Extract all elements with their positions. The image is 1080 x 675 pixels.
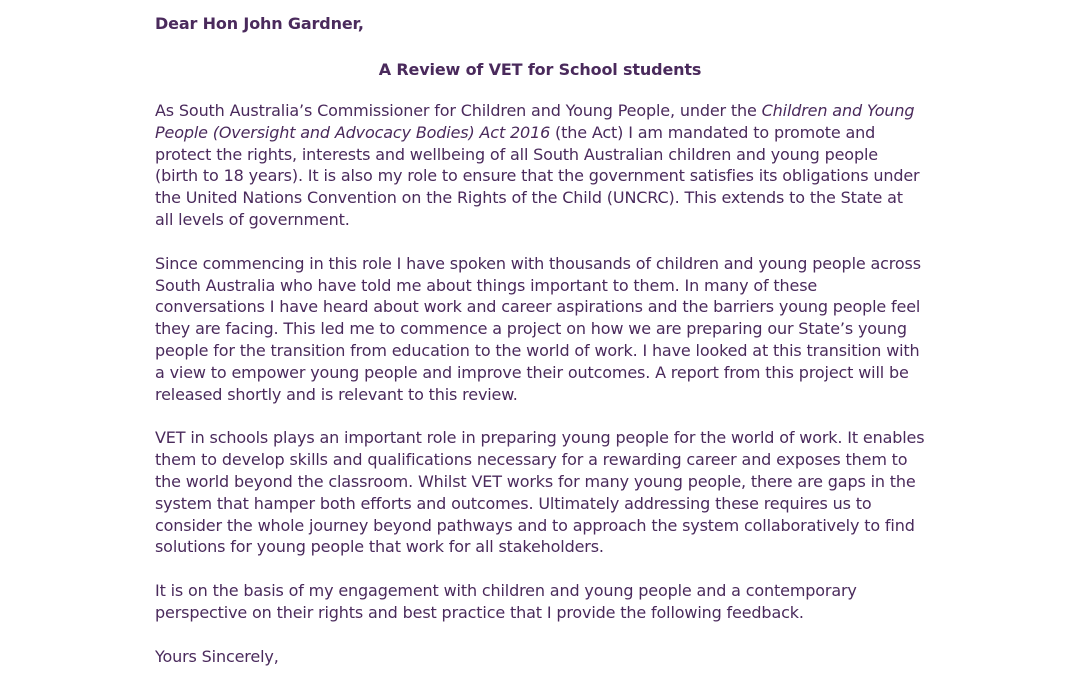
act-title: Children and Young People (Oversight and Advocacy Bodies) Act 2016 [155,101,915,142]
paragraph-vet-role: VET in schools plays an important role in preparing young people for the world of work. It enables them to develop skills and qualifications necessary for a rewarding career and exposes them to the world beyond the classroom. Whilst VET works for many young people, there are gaps in the system that hamper both efforts and outcomes. Ultimately addressing these requires us to consider the whole journey beyond pathways and to approach the system collaboratively to find solutions for young people that work for all stakeholders. [155,428,925,557]
paragraph-mandate-rest: (the Act) I am mandated to promote and protect the rights, interests and wellbeing of all South Australian children and young people (birth to 18 years). It is also my role to ensure that the government satisfies its obligations under the United Nations Convention on the Rights of the Child (UNCRC). This extends to the State at all levels of government. [155,122,920,229]
letter-body [155,13,925,668]
salutation: Dear Hon John Gardner, [155,14,364,33]
paragraph-mandate [155,100,925,231]
paragraph-feedback-basis: It is on the basis of my engagement with children and young people and a contemporary perspective on their rights and best practice that I provide the following feedback. [155,581,857,622]
paragraph-mandate-intro: As South Australia’s Commissioner for Children and Young People, under the [155,101,762,120]
letter-subject-heading: A Review of VET for School students [378,60,702,79]
closing: Yours Sincerely, [155,646,279,666]
paragraph-project: Since commencing in this role I have spoken with thousands of children and young people across South Australia who have told me about things important to them. In many of these conversations I have heard about work and career aspirations and the barriers young people feel they are facing. This led me to commence a project on how we are preparing our State’s young people for the transition from education to the world of work. I have looked at this transition with a view to empower young people and improve their outcomes. A report from this project will be released shortly and is relevant to this review. [155,253,921,404]
